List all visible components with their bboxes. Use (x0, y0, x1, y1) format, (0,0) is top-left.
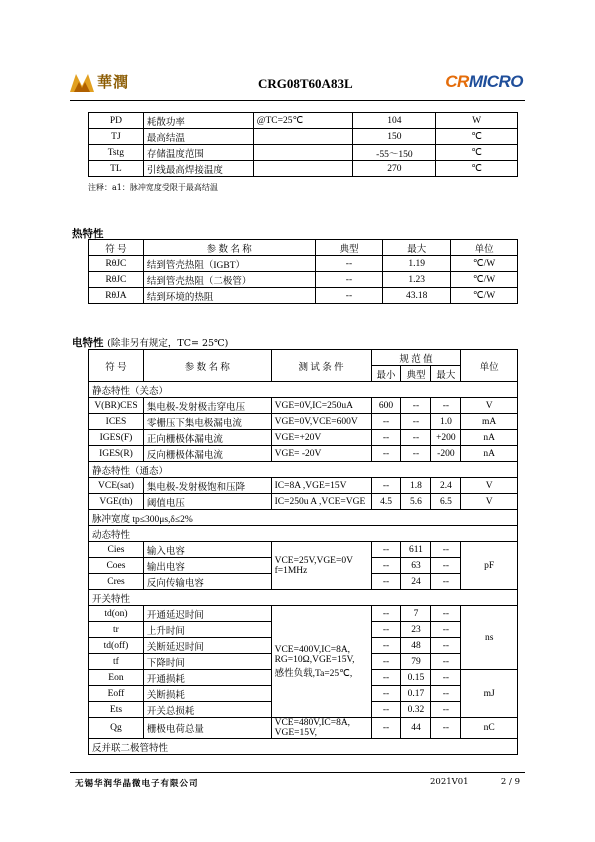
cell-min: 4.5 (371, 494, 401, 510)
condition-line: RG=10Ω,VGE=15V, (274, 654, 355, 665)
cell-condition (271, 606, 371, 718)
cell-min: -- (371, 686, 401, 702)
cell-name: 集电极-发射极击穿电压 (143, 398, 271, 414)
cell-max: -- (431, 654, 461, 670)
cell-symbol: tf (89, 654, 144, 670)
cell-value: 270 (353, 161, 436, 177)
cell-unit: ℃ (436, 145, 518, 161)
section-title-thermal: 热特性 (72, 228, 104, 240)
cell-name: 存储温度范围 (143, 145, 253, 161)
cell-min: -- (371, 718, 401, 739)
company-logo (70, 70, 129, 92)
pulse-note (89, 510, 518, 526)
col-header-max: 最大 (383, 240, 451, 256)
cell-name: 关断损耗 (143, 686, 271, 702)
cell-unit: pF (461, 542, 518, 590)
cell-typ: 611 (401, 542, 431, 558)
cell-max: -- (431, 702, 461, 718)
cell-symbol: ICES (89, 414, 144, 430)
col-header-typ: 典型 (315, 240, 383, 256)
cell-name: 开通延迟时间 (143, 606, 271, 622)
cell-max: 6.5 (431, 494, 461, 510)
cell-condition (253, 161, 353, 177)
thermal-table (88, 239, 518, 304)
cell-unit: nA (461, 446, 518, 462)
cell-name: 结到环境的热阻 (143, 288, 315, 304)
cell-unit: nA (461, 430, 518, 446)
cell-name: 上升时间 (143, 622, 271, 638)
cell-name: 集电极-发射极饱和压降 (143, 478, 271, 494)
cell-symbol: RθJA (89, 288, 144, 304)
col-header-min: 最小 (371, 366, 401, 382)
cell-symbol: VCE(sat) (89, 478, 144, 494)
electrical-table (88, 349, 518, 755)
cell-max: -- (431, 670, 461, 686)
cell-name: 结到管壳热阻（二极管） (143, 272, 315, 288)
cell-unit: V (461, 478, 518, 494)
table-row (89, 446, 518, 462)
cell-symbol: Coes (89, 558, 144, 574)
cell-typ: -- (401, 446, 431, 462)
page-header (70, 68, 525, 98)
cell-unit: ℃/W (451, 256, 518, 272)
table-row (89, 145, 518, 161)
cell-name: 栅极电荷总量 (143, 718, 271, 739)
cell-name: 正向栅极体漏电流 (143, 430, 271, 446)
table-row (89, 430, 518, 446)
cell-name: 反向传输电容 (143, 574, 271, 590)
cell-symbol: IGES(F) (89, 430, 144, 446)
cell-max: -- (431, 398, 461, 414)
cell-min: -- (371, 542, 401, 558)
cell-name: 最高结温 (143, 129, 253, 145)
footnote: 注释：a1：脉冲宽度受限于最高结温 (88, 183, 218, 192)
cell-unit: mJ (461, 670, 518, 718)
cell-unit: ℃ (436, 129, 518, 145)
group-diode (89, 739, 518, 755)
condition-line: 感性负载,Ta=25℃, (274, 668, 353, 679)
cell-symbol: V(BR)CES (89, 398, 144, 414)
cell-symbol: Cres (89, 574, 144, 590)
cell-name: 结到管壳热阻（IGBT） (143, 256, 315, 272)
table-row (89, 494, 518, 510)
footer-page-number: 2 / 9 (500, 777, 520, 787)
cell-symbol: Cies (89, 542, 144, 558)
cell-name: 开通损耗 (143, 670, 271, 686)
cell-min: -- (371, 430, 401, 446)
cell-typ: 0.17 (401, 686, 431, 702)
cell-min: -- (371, 574, 401, 590)
cell-symbol: TL (89, 161, 144, 177)
cell-typ: -- (315, 288, 383, 304)
cell-min: -- (371, 414, 401, 430)
cell-unit: V (461, 494, 518, 510)
cell-unit: V (461, 398, 518, 414)
table-row (89, 414, 518, 430)
table-row (89, 272, 518, 288)
col-header-name: 参 数 名 称 (143, 350, 271, 382)
cell-symbol: IGES(R) (89, 446, 144, 462)
cell-name: 反向栅极体漏电流 (143, 446, 271, 462)
group-dynamic (89, 526, 518, 542)
cell-max: 1.0 (431, 414, 461, 430)
footer-company: 无锡华润华晶微电子有限公司 (75, 779, 199, 789)
condition-line: VGE=15V, (274, 728, 317, 738)
cell-name: 输出电容 (143, 558, 271, 574)
table-row (89, 256, 518, 272)
table-row (89, 606, 518, 622)
col-header-typ: 典型 (401, 366, 431, 382)
cell-condition (253, 129, 353, 145)
cell-min: -- (371, 446, 401, 462)
cell-unit: ℃ (436, 161, 518, 177)
cell-min: -- (371, 702, 401, 718)
cell-min: -- (371, 558, 401, 574)
cell-typ: 0.15 (401, 670, 431, 686)
cell-name: 下降时间 (143, 654, 271, 670)
group-diode-label: 反并联二极管特性 (89, 739, 518, 755)
condition-line: VCE=480V,IC=8A, (274, 718, 351, 728)
cell-unit: mA (461, 414, 518, 430)
cell-name: 引线最高焊接温度 (143, 161, 253, 177)
cell-condition (271, 542, 371, 590)
cell-max: 1.23 (383, 272, 451, 288)
logo-text: 華潤 (97, 72, 130, 91)
cell-symbol: TJ (89, 129, 144, 145)
cell-unit: ℃/W (451, 288, 518, 304)
col-header-symbol: 符 号 (89, 240, 144, 256)
cell-unit: nC (461, 718, 518, 739)
cell-max: -200 (431, 446, 461, 462)
max-ratings-table (88, 112, 518, 177)
cell-min: -- (371, 638, 401, 654)
cell-symbol: Ets (89, 702, 144, 718)
col-header-name: 参 数 名 称 (143, 240, 315, 256)
cell-symbol: PD (89, 113, 144, 129)
cell-symbol: td(off) (89, 638, 144, 654)
table-row (89, 542, 518, 558)
group-switching-label: 开关特性 (89, 590, 518, 606)
crmicro-logo: CRMICRO (445, 72, 523, 91)
cell-typ: 0.32 (401, 702, 431, 718)
group-dynamic-label: 动态特性 (89, 526, 518, 542)
footer-version: 2021V01 (430, 777, 469, 787)
cell-condition: VGE=0V,VCE=600V (271, 414, 371, 430)
cell-max: -- (431, 558, 461, 574)
group-static-off (89, 382, 518, 398)
cell-condition: @TC=25℃ (253, 113, 353, 129)
footer-rule (70, 772, 525, 773)
cell-unit: ns (461, 606, 518, 670)
cell-typ: 23 (401, 622, 431, 638)
cell-symbol: VGE(th) (89, 494, 144, 510)
cell-max: -- (431, 574, 461, 590)
col-header-spec: 规 范 值 (371, 350, 461, 366)
group-static-on (89, 462, 518, 478)
cell-symbol: RθJC (89, 272, 144, 288)
cell-name: 开关总损耗 (143, 702, 271, 718)
cell-condition: VGE=+20V (271, 430, 371, 446)
cell-condition (253, 145, 353, 161)
cell-typ: -- (401, 398, 431, 414)
pulse-note-label: 脉冲宽度 tp≤300μs,δ≤2% (89, 510, 518, 526)
cell-min: -- (371, 622, 401, 638)
cell-condition (271, 718, 371, 739)
group-static-on-label: 静态特性（通态） (89, 462, 518, 478)
cell-symbol: td(on) (89, 606, 144, 622)
cell-unit: W (436, 113, 518, 129)
cell-symbol: tr (89, 622, 144, 638)
cell-symbol: Qg (89, 718, 144, 739)
col-header-unit: 单位 (461, 350, 518, 382)
cell-symbol: Eoff (89, 686, 144, 702)
cell-typ: -- (401, 430, 431, 446)
cell-condition: IC=250u A ,VCE=VGE (271, 494, 371, 510)
cell-name: 关断延迟时间 (143, 638, 271, 654)
group-switching (89, 590, 518, 606)
cell-typ: 1.8 (401, 478, 431, 494)
cell-max: -- (431, 542, 461, 558)
cell-typ: 48 (401, 638, 431, 654)
cell-symbol: Tstg (89, 145, 144, 161)
cell-typ: 5.6 (401, 494, 431, 510)
cell-min: 600 (371, 398, 401, 414)
cell-value: 150 (353, 129, 436, 145)
cell-max: -- (431, 606, 461, 622)
section-title-electrical: 电特性 (除非另有规定，TC= 25℃) (72, 337, 229, 349)
cell-min: -- (371, 654, 401, 670)
cell-typ: 79 (401, 654, 431, 670)
cell-max: -- (431, 622, 461, 638)
table-row (89, 398, 518, 414)
col-header-condition: 测 试 条 件 (271, 350, 371, 382)
cell-typ: 7 (401, 606, 431, 622)
cell-name: 阈值电压 (143, 494, 271, 510)
table-row (89, 288, 518, 304)
table-row (89, 478, 518, 494)
cell-max: -- (431, 718, 461, 739)
cell-typ: 24 (401, 574, 431, 590)
cell-name: 耗散功率 (143, 113, 253, 129)
cell-typ: -- (315, 256, 383, 272)
header-rule (70, 100, 525, 101)
condition-line: VCE=400V,IC=8A, (274, 644, 351, 655)
cell-unit: ℃/W (451, 272, 518, 288)
table-row (89, 113, 518, 129)
cell-condition: IC=8A ,VGE=15V (271, 478, 371, 494)
cell-value: 104 (353, 113, 436, 129)
group-static-off-label: 静态特性（关态） (89, 382, 518, 398)
cell-symbol: RθJC (89, 256, 144, 272)
cell-value: -55～150 (353, 145, 436, 161)
condition-line: VCE=25V,VGE=0V (274, 555, 353, 566)
cell-typ: 63 (401, 558, 431, 574)
condition-line: f=1MHz (274, 565, 308, 576)
document-title: CRG08T60A83L (258, 76, 353, 91)
cell-max: 2.4 (431, 478, 461, 494)
cell-max: -- (431, 686, 461, 702)
cell-name: 输入电容 (143, 542, 271, 558)
section-subtitle: (除非另有规定，TC= 25℃) (107, 338, 229, 349)
cell-symbol: Eon (89, 670, 144, 686)
col-header-symbol: 符 号 (89, 350, 144, 382)
table-row (89, 161, 518, 177)
table-row (89, 718, 518, 739)
cell-typ: -- (315, 272, 383, 288)
cell-typ: -- (401, 414, 431, 430)
cell-name: 零栅压下集电极漏电流 (143, 414, 271, 430)
col-header-max: 最大 (431, 366, 461, 382)
cell-min: -- (371, 670, 401, 686)
col-header-unit: 单位 (451, 240, 518, 256)
cell-min: -- (371, 478, 401, 494)
cell-typ: 44 (401, 718, 431, 739)
table-row (89, 129, 518, 145)
cell-max: 1.19 (383, 256, 451, 272)
cell-max: +200 (431, 430, 461, 446)
cell-min: -- (371, 606, 401, 622)
cell-max: -- (431, 638, 461, 654)
cell-condition: VGE=0V,IC=250uA (271, 398, 371, 414)
logo-mark-icon (70, 70, 94, 92)
cell-max: 43.18 (383, 288, 451, 304)
cell-condition: VGE= -20V (271, 446, 371, 462)
